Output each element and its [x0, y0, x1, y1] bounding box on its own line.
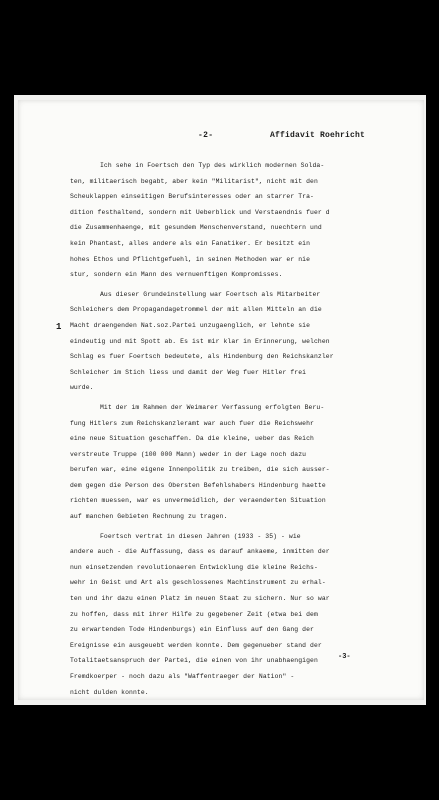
text-line: Macht draengenden Nat.soz.Partei unzugaenglich, er lehnte sie: [70, 321, 311, 329]
text-line: dition festhaltend, sondern mit Ueberblick und Verstaendnis fuer d: [70, 208, 330, 216]
paragraph: [70, 158, 420, 283]
next-page-number: -3-: [338, 653, 351, 661]
paragraph: [70, 400, 420, 525]
text-line: nun einsetzenden revolutionaeren Entwicklung die kleine Reichs-: [70, 563, 318, 571]
text-line: zu hoffen, dass mit ihrer Hilfe zu gegebener Zeit (etwa bei dem: [70, 610, 318, 618]
document-title: Affidavit Roehricht: [270, 131, 366, 140]
paragraph: [70, 287, 420, 396]
margin-mark: 1: [56, 322, 62, 332]
text-line: auf manchen Gebieten Rechnung zu tragen.: [70, 513, 228, 521]
text-line: Ereignisse ein ausgeuebt werden konnte. Dem gegenueber stand der: [70, 641, 322, 649]
text-line: wurde.: [70, 384, 94, 392]
text-line: Ich sehe in Foertsch den Typ des wirklich modernen Solda-: [100, 162, 325, 169]
text-line: Aus dieser Grundeinstellung war Foertsch als Mitarbeiter: [100, 290, 321, 298]
text-line: die Zusammenhaenge, mit gesundem Menschenverstand, nuechtern und: [70, 224, 322, 232]
text-line: eine neue Situation geschaffen. Da die kleine, ueber das Reich: [70, 435, 314, 443]
text-line: Foertsch vertrat in diesen Jahren (1933 - 35) - wie: [100, 532, 301, 540]
text-line: ten und ihr dazu einen Platz im neuen Staat zu sichern. Nur so war: [70, 595, 330, 603]
text-line: richten muessen, war es unvermeidlich, der veraenderten Situation: [70, 497, 326, 505]
text-line: ten, militaerisch begabt, aber kein "Militarist", nicht mit den: [70, 177, 318, 185]
text-line: fung Hitlers zum Reichskanzleramt war auch fuer die Reichswehr: [70, 419, 314, 427]
text-line: Fremdkoerper - noch dazu als "Waffentraeger der Nation" -: [70, 673, 295, 680]
text-line: berufen war, eine eigene Innenpolitik zu treiben, die sich ausser-: [70, 466, 330, 474]
text-line: zu erwartenden Tode Hindenburgs) ein Einfluss auf den Gang der: [70, 626, 314, 634]
text-line: eindeutig und mit Spott ab. Es ist mir klar in Erinnerung, welchen: [70, 337, 330, 345]
text-line: Schleichers dem Propagandagetrommel der mit allen Mitteln an die: [70, 306, 322, 314]
text-line: wehr in Geist und Art als geschlossenes Machtinstrument zu erhal-: [70, 579, 326, 587]
text-line: Schleicher im Stich liess und damit der Weg fuer Hitler frei: [70, 368, 307, 376]
text-line: stur, sondern ein Mann des vernuenftigen Kompromisses.: [70, 271, 283, 279]
text-line: nicht dulden konnte.: [70, 688, 149, 696]
text-line: Totalitaetsanspruch der Partei, die einen von ihr unabhaengigen: [70, 657, 318, 665]
document-page: [18, 100, 424, 700]
text-line: hohes Ethos und Pflichtgefuehl, in seinen Methoden war er nie: [70, 255, 311, 263]
text-line: andere auch - die Auffassung, dass es darauf ankaeme, inmitten der: [70, 548, 330, 556]
text-line: kein Phantast, alles andere als ein Fanatiker. Er besitzt ein: [70, 239, 311, 247]
text-line: Schlag es fuer Foertsch bedeutete, als Hindenburg den Reichskanzler: [70, 353, 334, 361]
text-line: Scheuklappen einseitigen Berufsinteresses oder an starrer Tra-: [70, 193, 314, 201]
document-body: [70, 158, 420, 700]
text-line: verstreute Truppe (100 000 Mann) weder in der Lage noch dazu: [70, 450, 307, 458]
text-line: dem gegen die Person des Obersten Befehlshabers Hindenburg haette: [70, 481, 326, 489]
text-line: Mit der im Rahmen der Weimarer Verfassung erfolgten Beru-: [100, 403, 325, 411]
page-number: -2-: [198, 131, 214, 140]
paragraph: [70, 529, 420, 701]
